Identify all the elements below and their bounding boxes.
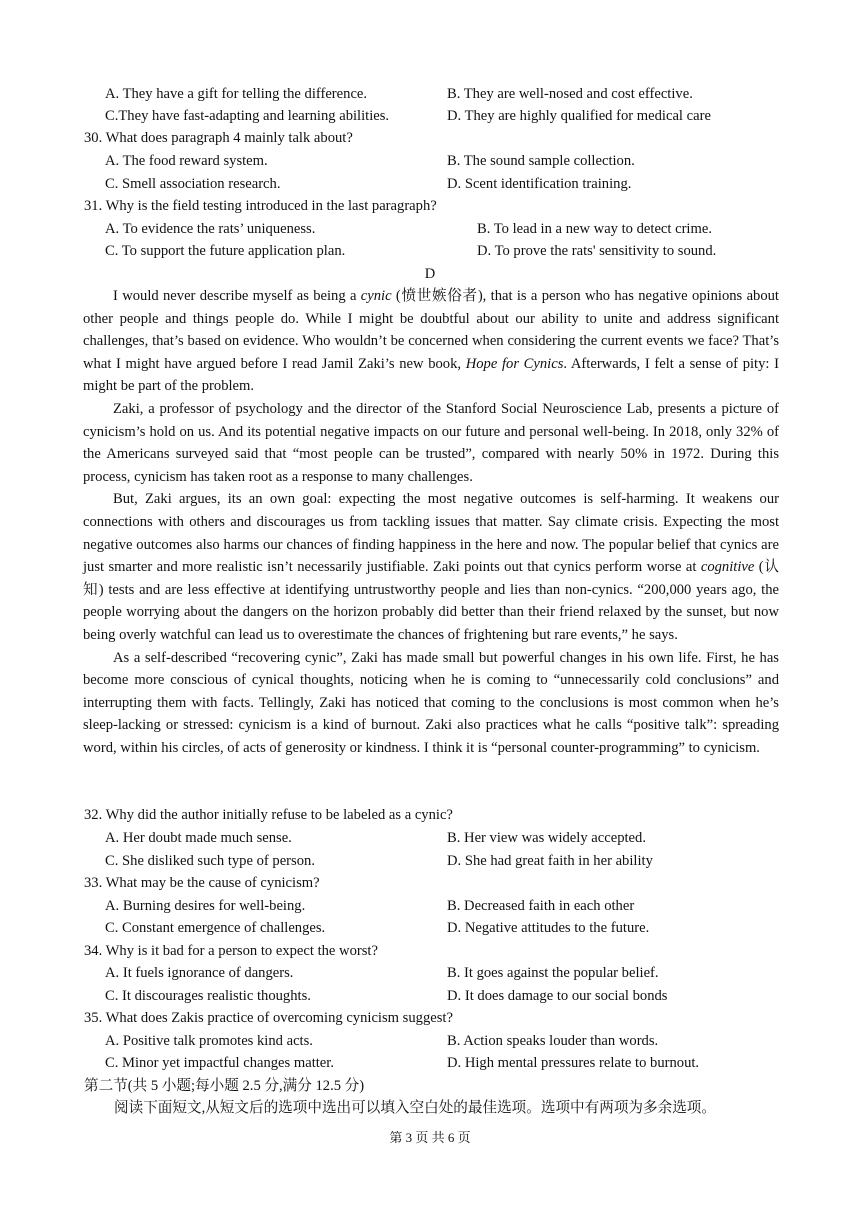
q30-option-d: D. Scent identification training. — [447, 176, 632, 192]
q30-option-row-1 — [0, 150, 860, 172]
q29-option-d: D. They are highly qualified for medical care — [447, 108, 711, 124]
q33-option-d: D. Negative attitudes to the future. — [447, 920, 650, 936]
section2-heading-row — [0, 1075, 860, 1097]
q35-option-row-1 — [0, 1030, 860, 1052]
q35-stem: 35. What does Zakis practice of overcoming cynicism suggest? — [84, 1010, 453, 1026]
p1-text-a: I would never describe myself as being a — [113, 288, 361, 304]
q33-option-b: B. Decreased faith in each other — [447, 898, 635, 914]
p1-text-b: (愤世嫉俗者), that is a person who has negative opinions about other people and things people do. While I might be doubtful about our ability to unite and address significant challenges, that’s based on evidence. Who wouldn’t be concerned when considering the current events we face? That’s what I might have argued before I read Jamil Zaki’s new book, — [83, 288, 779, 372]
q34-option-d: D. It does damage to our social bonds — [447, 988, 668, 1004]
q34-option-row-1 — [0, 962, 860, 984]
term-cynic: cynic — [360, 288, 392, 304]
passage-paragraph-4: As a self-described “recovering cynic”, Zaki has made small but powerful changes in his own life. First, he has become more conscious of cynical thoughts, noticing when he is coming to “unnecessarily cold conclusions” and interrupting them with facts. Tellingly, Zaki has noticed that coming to the conclusions is most common when he’s sleep-lacking or stressed: cynicism is a kind of burnout. Zaki also practices what he calls “positive talk”: spreading word, within his circles, of acts of generosity or kindness. I think it is “personal counter-programming” to cynicism. — [83, 649, 779, 756]
passage-heading-row — [0, 263, 860, 285]
q32-option-row-1 — [0, 827, 860, 849]
q32-option-c: C. She disliked such type of person. — [105, 853, 315, 869]
q31-option-c: C. To support the future application plan. — [105, 243, 346, 259]
q30-stem-row — [0, 127, 860, 149]
section2-instruction-row — [0, 1097, 860, 1119]
q29-option-a: A. They have a gift for telling the difference. — [105, 86, 368, 102]
q32-option-d: D. She had great faith in her ability — [447, 853, 653, 869]
passage-paragraph-1 — [83, 285, 779, 398]
q32-option-a: A. Her doubt made much sense. — [105, 830, 292, 846]
section2-heading: 第二节(共 5 小题;每小题 2.5 分,满分 12.5 分) — [84, 1078, 365, 1094]
q31-option-row-1 — [0, 218, 860, 240]
q33-stem: 33. What may be the cause of cynicism? — [84, 875, 320, 891]
q35-stem-row — [0, 1007, 860, 1029]
q29-option-c: C.They have fast-adapting and learning abilities. — [105, 108, 390, 124]
q30-option-c: C. Smell association research. — [105, 176, 281, 192]
q32-stem: 32. Why did the author initially refuse to be labeled as a cynic? — [84, 807, 453, 823]
q32-option-row-2 — [0, 850, 860, 872]
q34-stem-row — [0, 940, 860, 962]
q30-option-row-2 — [0, 173, 860, 195]
q32-stem-row — [0, 804, 860, 826]
q31-option-b: B. To lead in a new way to detect crime. — [477, 221, 712, 237]
q31-stem-row — [0, 195, 860, 217]
q33-option-row-1 — [0, 895, 860, 917]
p1-text-c: . Afterwards, I felt a sense of pity: I might be part of the problem. — [83, 355, 779, 395]
passage-heading: D — [424, 266, 436, 282]
p3-text-b: (认知) tests and are less effective at identifying untrustworthy people and lies than non-cynics. “200,000 years ago, the people worrying about the dangers on the horizon probably did better than their friend relaxed by the sunset, but now being overly watchful can lead us to overestimate the chances of frightening but rare events,” he says. — [83, 559, 779, 643]
passage-body — [83, 285, 779, 759]
q35-option-d: D. High mental pressures relate to burnout. — [447, 1055, 700, 1071]
q35-option-b: B. Action speaks louder than words. — [447, 1033, 659, 1049]
q33-option-c: C. Constant emergence of challenges. — [105, 920, 326, 936]
term-cognitive: cognitive — [700, 559, 755, 576]
q33-option-row-2 — [0, 917, 860, 939]
p3-text-a: But, Zaki argues, its an own goal: expecting the most negative outcomes is self-harming. It weakens our connections with others and discourages us from tackling issues that matter. Say climate crisis. Expecting the most negative outcomes also harms our chances of finding happiness in the here and now. The popular belief that cynics are just smarter and more realistic isn’t necessarily justifiable. Zaki points out that cynics perform worse at — [83, 491, 779, 576]
passage-paragraph-3 — [83, 488, 779, 646]
q31-option-a: A. To evidence the rats’ uniqueness. — [105, 221, 316, 237]
q29-option-b: B. They are well-nosed and cost effective. — [447, 86, 693, 102]
q33-stem-row — [0, 872, 860, 894]
q34-option-b: B. It goes against the popular belief. — [447, 965, 659, 981]
q29-option-row-2 — [0, 105, 860, 127]
page-footer: 第 3 页 共 6 页 — [389, 1130, 471, 1145]
passage-paragraph-2: Zaki, a professor of psychology and the director of the Stanford Social Neuroscience Lab, presents a picture of cynicism’s hold on us. And its potential negative impacts on our future and personal well-being. In 2018, only 32% of the Americans surveyed said that “most people can be trusted”, compared with nearly 50% in 1972. During this process, cynicism has taken root as a response to many challenges. — [83, 400, 779, 485]
q30-option-a: A. The food reward system. — [105, 153, 268, 169]
q35-option-row-2 — [0, 1052, 860, 1074]
q30-stem: 30. What does paragraph 4 mainly talk about? — [84, 130, 353, 146]
q35-option-a: A. Positive talk promotes kind acts. — [105, 1033, 313, 1049]
q35-option-c: C. Minor yet impactful changes matter. — [105, 1055, 334, 1071]
q31-option-d: D. To prove the rats' sensitivity to sound. — [477, 243, 717, 259]
q34-option-row-2 — [0, 985, 860, 1007]
q34-stem: 34. Why is it bad for a person to expect the worst? — [84, 943, 378, 959]
q30-option-b: B. The sound sample collection. — [447, 153, 635, 169]
q31-option-row-2 — [0, 240, 860, 262]
q34-option-a: A. It fuels ignorance of dangers. — [105, 965, 294, 981]
q29-option-row-1 — [0, 83, 860, 105]
q33-option-a: A. Burning desires for well-being. — [105, 898, 306, 914]
book-title: Hope for Cynics — [465, 355, 564, 372]
q32-option-b: B. Her view was widely accepted. — [447, 830, 646, 846]
q31-stem: 31. Why is the field testing introduced in the last paragraph? — [84, 198, 437, 214]
section2-instruction: 阅读下面短文,从短文后的选项中选出可以填入空白处的最佳选项。选项中有两项为多余选项。 — [114, 1100, 716, 1116]
q34-option-c: C. It discourages realistic thoughts. — [105, 988, 311, 1004]
